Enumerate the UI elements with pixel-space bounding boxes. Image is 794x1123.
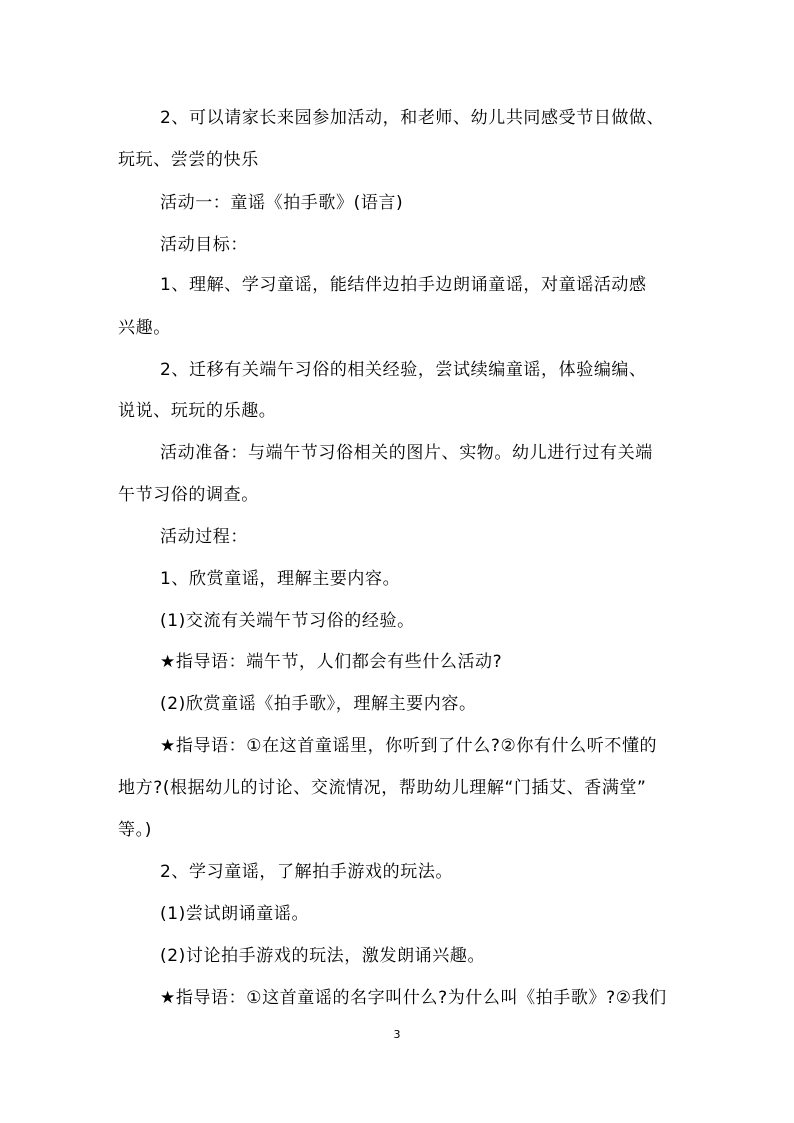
paragraph-line: 说说、玩玩的乐趣。 bbox=[118, 401, 277, 421]
paragraph-line: 2、可以请家长来园参加活动，和老师、幼儿共同感受节日做做、 bbox=[160, 108, 665, 128]
paragraph-line: 2、学习童谣，了解拍手游戏的玩法。 bbox=[160, 862, 454, 882]
paragraph-line: 2、迁移有关端午习俗的相关经验，尝试续编童谣，体验编编、 bbox=[160, 360, 647, 380]
paragraph-line: (1)尝试朗诵童谣。 bbox=[160, 904, 310, 924]
paragraph-line: 午节习俗的调查。 bbox=[118, 485, 259, 505]
section-heading: 活动一：童谣《拍手歌》(语言) bbox=[160, 193, 404, 213]
page-number: 3 bbox=[393, 1028, 401, 1041]
paragraph-line: 等。) bbox=[118, 820, 152, 840]
paragraph-line: 兴趣。 bbox=[118, 318, 171, 338]
paragraph-line: ★指导语：①这首童谣的名字叫什么?为什么叫《拍手歌》?②我们 bbox=[160, 988, 667, 1008]
paragraph-line: 活动准备：与端午节习俗相关的图片、实物。幼儿进行过有关端 bbox=[160, 443, 653, 463]
paragraph-line: ★指导语：①在这首童谣里，你听到了什么?②你有什么听不懂的 bbox=[160, 736, 658, 756]
paragraph-line: (2)讨论拍手游戏的玩法，激发朗诵兴趣。 bbox=[160, 946, 486, 966]
subheading: 活动目标： bbox=[160, 235, 248, 255]
paragraph-line: 地方?(根据幼儿的讨论、交流情况，帮助幼儿理解“门插艾、香满堂” bbox=[118, 778, 647, 798]
paragraph-line: ★指导语：端午节，人们都会有些什么活动? bbox=[160, 652, 503, 672]
paragraph-line: (1)交流有关端午节习俗的经验。 bbox=[160, 611, 415, 631]
paragraph-line: 1、理解、学习童谣，能结伴边拍手边朗诵童谣，对童谣活动感 bbox=[160, 275, 647, 295]
paragraph-line: (2)欣赏童谣《拍手歌》，理解主要内容。 bbox=[160, 694, 477, 714]
subheading: 活动过程： bbox=[160, 527, 248, 547]
paragraph-line: 1、欣赏童谣，理解主要内容。 bbox=[160, 569, 401, 589]
paragraph-line: 玩玩、尝尝的快乐 bbox=[118, 150, 259, 170]
